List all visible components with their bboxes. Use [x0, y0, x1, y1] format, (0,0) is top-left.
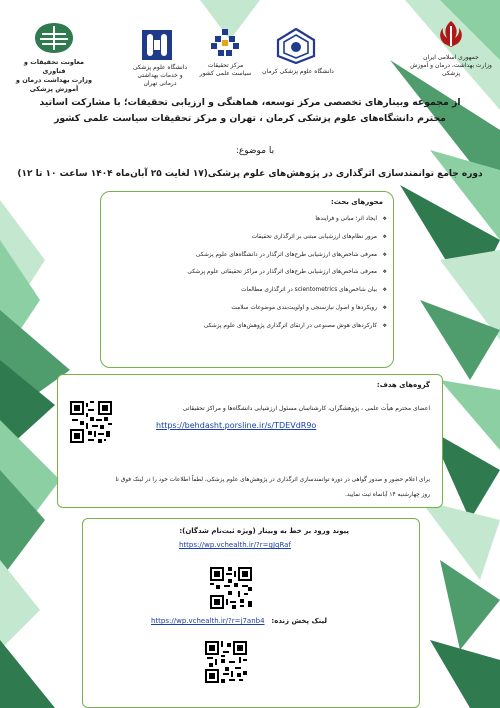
- registration-link[interactable]: https://behdasht.porsline.ir/s/TDEVdR9o: [156, 421, 317, 430]
- topics-list: [107, 216, 387, 341]
- entry-qr-code-icon: [210, 567, 252, 609]
- topic-text: معرفی شاخص‌های ارزشیابی طرح‌های اثرگذار در مراکز تحقیقاتی علوم پزشکی: [187, 269, 377, 276]
- live-qr-code-icon: [205, 641, 247, 683]
- science-policy-name: مرکز تحقیقات سیاست علمی کشور: [199, 62, 252, 77]
- list-item: [107, 269, 387, 287]
- registration-note: [70, 473, 430, 503]
- ministry-line1: جمهوری اسلامی ایران: [423, 54, 479, 61]
- list-item: [107, 234, 387, 252]
- registration-qr-code-icon: [70, 401, 112, 443]
- entry-link[interactable]: https://wp.vchealth.ir/?r=gJqRaf: [179, 541, 291, 549]
- bg-shape: [0, 560, 40, 650]
- tehran-university-logo-icon: [140, 28, 174, 62]
- topics-title: محورهای بحث:: [330, 198, 383, 206]
- bg-shape: [440, 560, 500, 650]
- list-item: [107, 323, 387, 341]
- bullet-icon: ❖: [382, 233, 387, 240]
- bg-shape: [440, 380, 500, 450]
- topic-text: ایجاد اثر؛ مبانی و فرایندها: [315, 216, 377, 222]
- topic-text: مرور نظام‌های ارزشیابی مبتنی بر اثرگذاری تحقیقات: [251, 233, 377, 240]
- tehran-university-name: [132, 64, 188, 88]
- list-item: [107, 216, 387, 234]
- topic-text: معرفی شاخص‌های ارزشیابی طرح‌های اثرگذار در دانشگاه‌های علوم پزشکی: [195, 251, 377, 258]
- audience-title: گروه‌های هدف:: [376, 381, 430, 389]
- tehran-line2: و خدمات بهداشتی درمانی تهران: [137, 72, 183, 87]
- topics-box: [100, 191, 394, 368]
- ministry-emblem-icon: [436, 18, 466, 52]
- topic-text: رویکردها و اصول نیازسنجی و اولویت‌بندی موضوعات سلامت: [231, 304, 377, 311]
- deputy-name: [12, 58, 96, 94]
- deputy-research-logo-icon: [32, 22, 76, 56]
- audience-text: اعضای محترم هیأت علمی ، پژوهشگران، کارشناسان مسئول ارزشیابی دانشگاه‌ها و مراکز تحقیقاتی: [182, 405, 430, 412]
- intro-text: [20, 95, 480, 127]
- list-item: [107, 305, 387, 323]
- webinar-box: [82, 518, 420, 708]
- ministry-name: [410, 54, 492, 78]
- science-policy-logo-icon: [210, 28, 240, 58]
- bg-shape: [0, 640, 55, 708]
- deputy-line2: وزارت بهداشت درمان و آموزش پزشکی: [15, 76, 93, 93]
- bullet-icon: ❖: [382, 216, 387, 222]
- kerman-name: دانشگاه علوم پزشکی کرمان: [262, 68, 334, 75]
- bullet-icon: ❖: [382, 269, 387, 276]
- logo-bar: [0, 0, 500, 95]
- note-line2: روز چهارشنبه ۱۴ آبانماه ثبت نمایید.: [345, 492, 430, 498]
- list-item: [107, 252, 387, 270]
- bg-shape: [420, 500, 500, 580]
- bullet-icon: ❖: [382, 304, 387, 311]
- intro-line2: محترم دانشگاه‌های علوم پزشکی کرمان ، تهران و مرکز تحقیقات سیاست علمی کشور: [54, 113, 446, 124]
- entry-label: پیوند ورود بر خط به وبینار (ویژه ثبت‌نام شدگان):: [179, 527, 349, 535]
- bullet-icon: ❖: [382, 322, 387, 329]
- ministry-line2: وزارت بهداشت، درمان و آموزش پزشکی: [410, 62, 492, 77]
- bullet-icon: ❖: [382, 251, 387, 258]
- tehran-line1: دانشگاه علوم پزشکی: [132, 64, 188, 71]
- list-item: [107, 287, 387, 305]
- kerman-university-logo-icon: [276, 28, 316, 64]
- topic-text: بیان شاخص‌های scientometrics در اثرگذاری مطالعات: [241, 287, 377, 294]
- live-link[interactable]: https://wp.vchealth.ir/?r=j7anb4: [151, 617, 265, 625]
- intro-line1: از مجموعه وبینارهای تخصصی مرکز توسعه، هماهنگی و ارزیابی تحقیقات؛ با مشارکت اساتید: [39, 97, 461, 108]
- bullet-icon: ❖: [382, 287, 387, 294]
- course-title: دوره جامع توانمندسازی اثرگذاری در پژوهش‌های علوم پزشکی(۱۷ لغایت ۲۵ آبان‌ماه ۱۴۰۴ ساعت ۱۰ تا ۱۲): [17, 169, 483, 179]
- deputy-line1: معاونت تحقیقات و فناوری: [23, 58, 85, 75]
- bg-shape: [430, 640, 500, 708]
- note-line1: برای اعلام حضور و صدور گواهی در دوره توانمندسازی اثرگذاری در پژوهش‌های علوم پزشکی، لطفاً اطلاعات خود را در لینک فوق تا: [115, 477, 430, 483]
- topic-text: کارکردهای هوش مصنوعی در ارتقای اثرگذاری پژوهش‌های علوم پزشکی: [203, 322, 377, 329]
- audience-box: [57, 374, 443, 508]
- subject-label: با موضوع:: [235, 146, 275, 156]
- live-label: لینک پخش زنده:: [271, 617, 327, 625]
